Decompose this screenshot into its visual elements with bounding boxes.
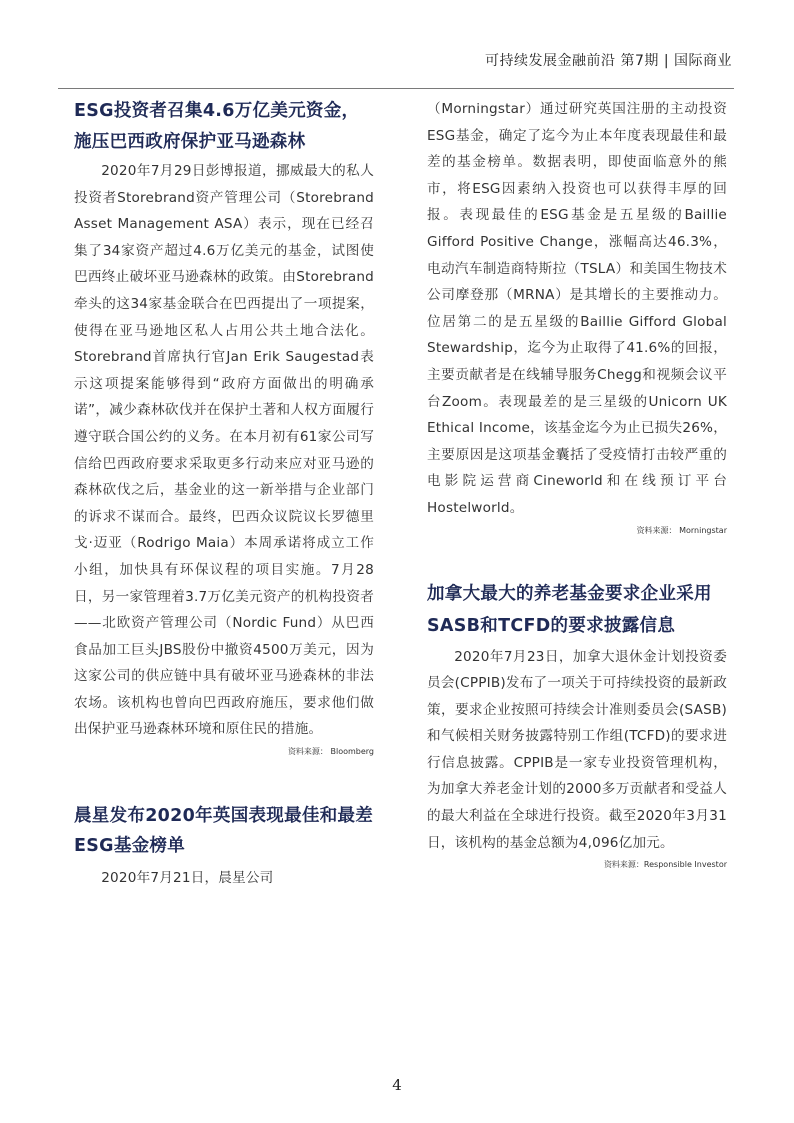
article-morningstar: [74, 801, 374, 892]
article-source: 资料来源： Morningstar: [636, 525, 727, 535]
article-body-start: 2020年7月21日，晨星公司: [101, 870, 274, 887]
article-cppib: [427, 578, 727, 873]
right-column: [427, 96, 727, 872]
article-body-continued: （Morningstar）通过研究英国注册的主动投资ESG基金，确定了迄今为止本年度表现最佳和最差的基金榜单。数据表明，即使面临意外的熊市，将ESG因素纳入投资也可以获得丰厚的回报。表现最佳的ESG基金是五星级的Baillie Gifford Positive Change，涨幅高达46.3%，电动汽车制造商特斯拉（TSLA）和美国生物技术公司摩登那（MRNA）是其增长的主要推动力。位居第二的是五星级的Baillie Gifford Global Stewardship，迄今为止取得了41.6%的回报，主要贡献者是在线辅导服务Chegg和视频会议平台Zoom。表现最差的是三星级的Unicorn UK Ethical Income，该基金迄今为止已损失26%，主要原因是这项基金囊括了受疫情打击较严重的电影院运营商Cineworld和在线预订平台Hostelworld。: [427, 101, 727, 516]
running-header: 可持续发展金融前沿 第7期 | 国际商业: [485, 53, 732, 69]
article-esg-amazon: [74, 96, 374, 759]
article-title: 加拿大最大的养老基金要求企业采用SASB和TCFD的要求披露信息: [427, 583, 712, 636]
article-body: 2020年7月23日，加拿大退休金计划投资委员会(CPPIB)发布了一项关于可持续投资的最新政策，要求企业按照可持续会计准则委员会(SASB)和气候相关财务披露特别工作组(TCFD)的要求进行信息披露。CPPIB是一家专业投资管理机构，为加拿大养老金计划的2000多万贡献者和受益人的最大利益在全球进行投资。截至2020年3月31日，该机构的基金总额为4,096亿加元。: [427, 648, 727, 851]
article-source: 资料来源： Bloomberg: [287, 747, 374, 757]
page-number: 4: [392, 1076, 402, 1094]
article-title: 晨星发布2020年英国表现最佳和最差ESG基金榜单: [74, 806, 374, 857]
article-source: 资料来源：Responsible Investor: [603, 860, 727, 870]
left-column: [74, 96, 374, 892]
header-divider: [58, 88, 734, 89]
article-title: ESG投资者召集4.6万亿美元资金，施压巴西政府保护亚马逊森林: [74, 101, 360, 152]
article-body: 2020年7月29日彭博报道，挪威最大的私人投资者Storebrand资产管理公司（Storebrand Asset Management ASA）表示，现在已经召集了34家资产超过4.6万亿美元的基金，试图使巴西终止破坏亚马逊森林的政策。由Storebrand牵头的这34家基金联合在巴西提出了一项提案，使得在亚马逊地区私人占用公共土地合法化。Storebrand首席执行官Jan Erik Saugestad表示这项提案能够得到“政府方面做出的明确承诺”，减少森林砍伐并在保护土著和人权方面履行遵守联合国公约的义务。在本月初有61家公司写信给巴西政府要求采取更多行动来应对亚马逊的森林砍伐之后，基金业的这一新举措与企业部门的诉求不谋而合。最终，巴西众议院议长罗德里戈·迈亚（Rodrigo Maia）本周承诺将成立工作小组，加快具有环保议程的项目实施。7月28日，另一家管理着3.7万亿美元资产的机构投资者——北欧资产管理公司（Nordic Fund）从巴西食品加工巨头JBS股份中撤资4500万美元，因为这家公司的供应链中具有破坏亚马逊森林的非法农场。该机构也曾向巴西政府施压，要求他们做出保护亚马逊森林环境和原住民的措施。: [74, 163, 374, 738]
